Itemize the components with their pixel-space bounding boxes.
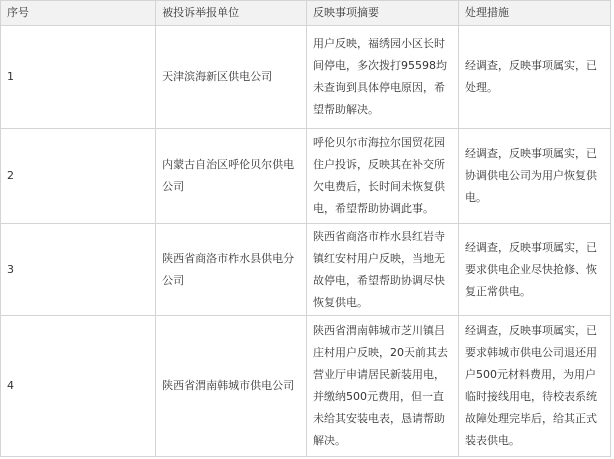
row-summary: 用户反映，福绣园小区长时间停电，多次拨打95598均未查询到具体停电原因，希望帮助解决。 [307, 26, 459, 129]
header-result: 处理措施 [459, 1, 611, 26]
row-result: 经调查，反映事项属实，已处理。 [459, 26, 611, 129]
row-unit: 陕西省商洛市柞水县供电分公司 [156, 224, 307, 316]
row-no: 1 [1, 26, 156, 129]
table-row [1, 316, 611, 457]
table-row [1, 224, 611, 316]
header-summary: 反映事项摘要 [307, 1, 459, 26]
row-summary: 陕西省商洛市柞水县红岩寺镇红安村用户反映，当地无故停电，希望帮助协调尽快恢复供电。 [307, 224, 459, 316]
row-no: 3 [1, 224, 156, 316]
row-result: 经调查，反映事项属实，已要求韩城市供电公司退还用户500元材料费用，为用户临时接线用电，待校表系统故障处理完毕后，给其正式装表供电。 [459, 316, 611, 457]
row-unit: 天津滨海新区供电公司 [156, 26, 307, 129]
table-header-row [1, 1, 611, 26]
row-no: 2 [1, 129, 156, 224]
table-row [1, 129, 611, 224]
header-unit: 被投诉举报单位 [156, 1, 307, 26]
table-row [1, 26, 611, 129]
row-result: 经调查，反映事项属实，已协调供电公司为用户恢复供电。 [459, 129, 611, 224]
row-unit: 内蒙古自治区呼伦贝尔供电公司 [156, 129, 307, 224]
row-unit: 陕西省渭南韩城市供电公司 [156, 316, 307, 457]
row-summary: 陕西省渭南韩城市芝川镇吕庄村用户反映，20天前其去营业厅申请居民新装用电，并缴纳500元费用，但一直未给其安装电表，恳请帮助解决。 [307, 316, 459, 457]
row-no: 4 [1, 316, 156, 457]
row-summary: 呼伦贝尔市海拉尔国贸花园住户投诉，反映其在补交所欠电费后，长时间未恢复供电，希望帮助协调此事。 [307, 129, 459, 224]
header-no: 序号 [1, 1, 156, 26]
row-result: 经调查，反映事项属实，已要求供电企业尽快抢修、恢复正常供电。 [459, 224, 611, 316]
